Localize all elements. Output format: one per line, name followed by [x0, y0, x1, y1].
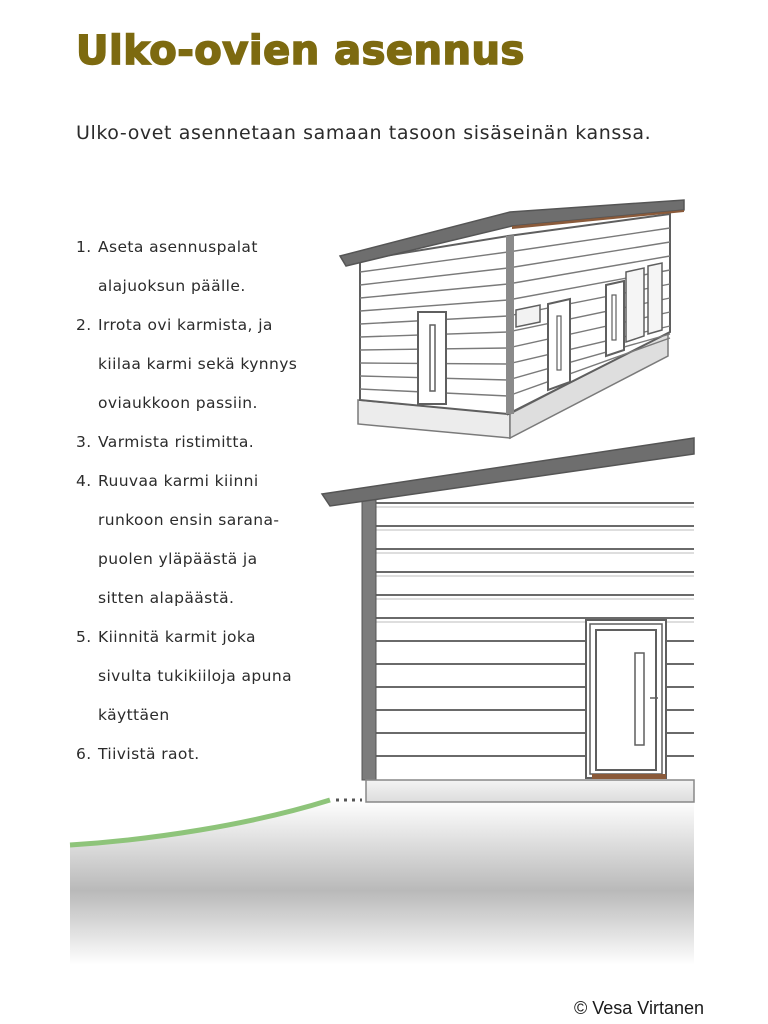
step-1-cont: alajuoksun päälle. [98, 277, 246, 295]
step-5-cont: käyttäen [98, 706, 170, 724]
step-4: 4. Ruuvaa karmi kiinni [76, 472, 259, 490]
ground [70, 800, 694, 965]
step-4-cont: runkoon ensin sarana- [98, 511, 280, 529]
step-1: 1. Aseta asennuspalat [76, 238, 258, 256]
step-6: 6. Tiivistä raot. [76, 745, 200, 763]
step-4-cont: sitten alapäästä. [98, 589, 235, 607]
step-2-cont: kiilaa karmi sekä kynnys [98, 355, 298, 373]
step-2: 2. Irrota ovi karmista, ja [76, 316, 273, 334]
step-3: 3. Varmista ristimitta. [76, 433, 255, 451]
house-large [322, 438, 694, 802]
intro-text: Ulko-ovet asennetaan samaan tasoon sisäseinän kanssa. [76, 122, 652, 144]
credit-text: © Vesa Virtanen [573, 998, 704, 1018]
step-4-cont: puolen yläpäästä ja [98, 550, 258, 568]
house-small [340, 200, 684, 438]
page-title: Ulko-ovien asennus [76, 28, 525, 74]
step-5-cont: sivulta tukikiiloja apuna [98, 667, 292, 685]
step-2-cont: oviaukkoon passiin. [98, 394, 258, 412]
step-5: 5. Kiinnitä karmit joka [76, 628, 256, 646]
